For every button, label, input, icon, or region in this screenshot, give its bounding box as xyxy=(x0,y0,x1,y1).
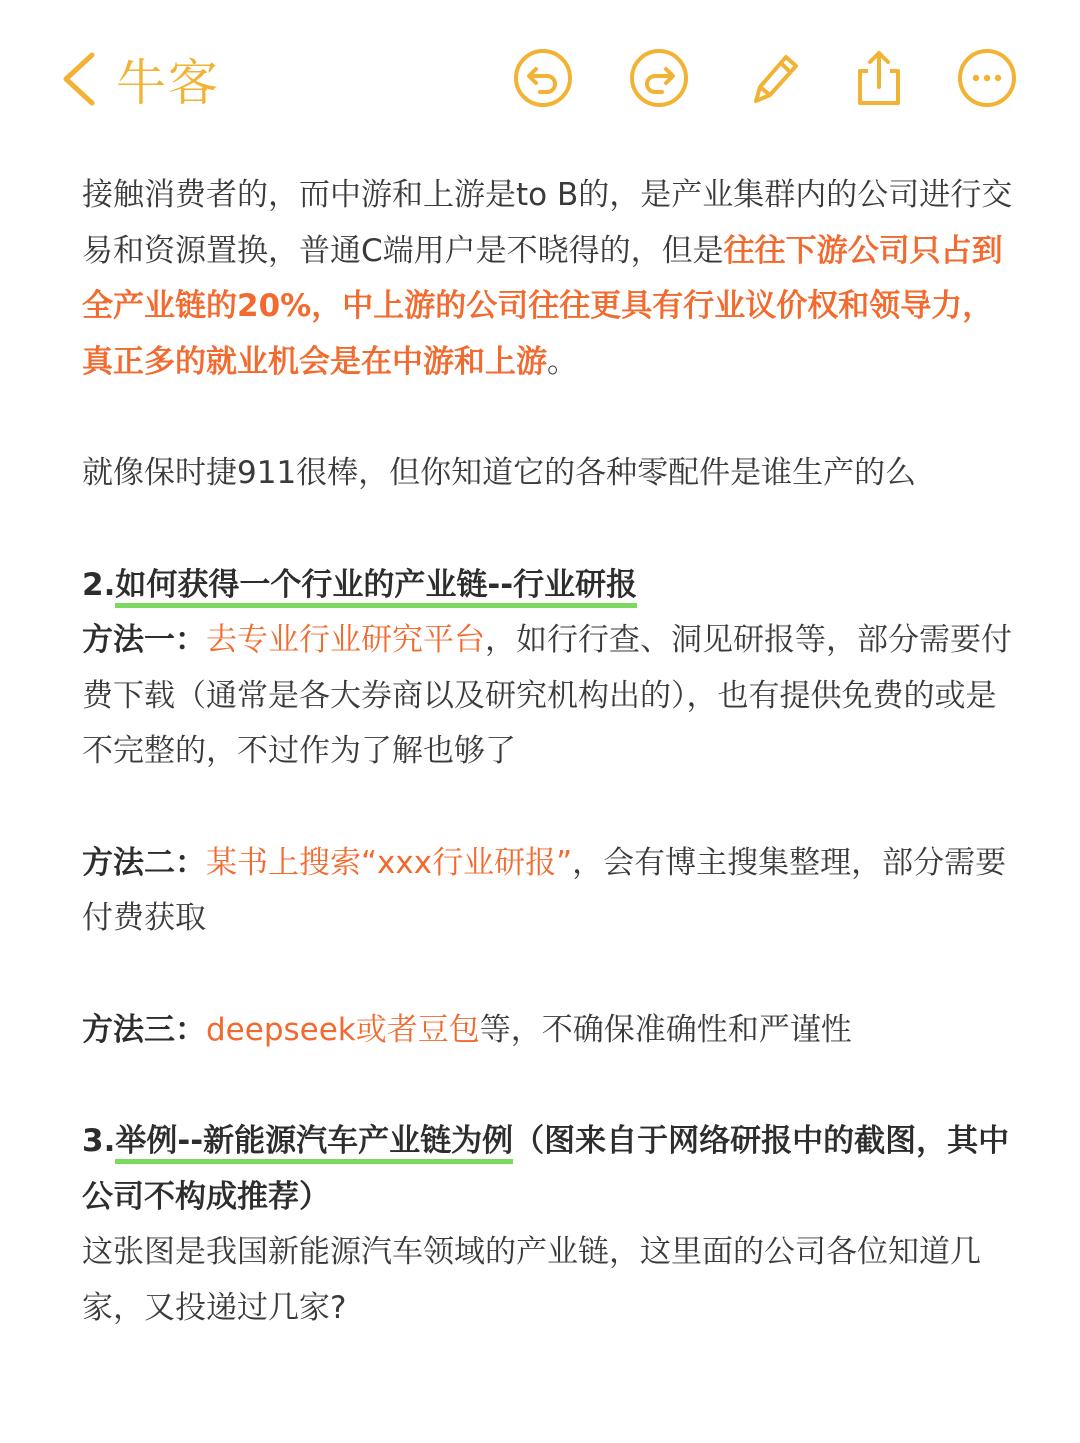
para1-emphasis: 往往下游公司只占到全产业链的20%，中上游的公司往往更具有行业议价权和领导力，真正多的就业机会是在中游和上游 xyxy=(82,232,1003,380)
redo-icon[interactable] xyxy=(628,47,690,109)
para1-text: 接触消费者的，而中游和上游是to B的，是产业集群内的公司进行交易和资源置换，普通C端用户是不晓得的，但是 xyxy=(82,177,1013,269)
method-1-emphasis: 去专业行业研究平台 xyxy=(206,622,485,658)
method-1-label: 方法一： xyxy=(82,622,206,658)
method-2 xyxy=(82,836,1017,947)
section-3-note: （图来自于网络研报中的截图，其中公司不构成推荐） xyxy=(82,1123,1010,1215)
method-2-emphasis: 某书上搜索“xxx行业研报” xyxy=(206,844,573,881)
section-3-title: 举例--新能源汽车产业链为例 xyxy=(115,1123,513,1164)
spacer xyxy=(82,1058,1017,1114)
spacer xyxy=(82,947,1017,1003)
para1-end: 。 xyxy=(547,343,578,380)
chevron-left-icon xyxy=(58,49,98,109)
pencil-icon[interactable] xyxy=(744,47,806,109)
method-3-emphasis: deepseek或者豆包 xyxy=(206,1011,480,1048)
share-icon[interactable] xyxy=(848,47,910,109)
section-2-heading xyxy=(82,558,1017,614)
paragraph-example: 这张图是我国新能源汽车领域的产业链，这里面的公司各位知道几家，又投递过几家? xyxy=(82,1234,981,1326)
section-3-number: 3. xyxy=(82,1123,116,1159)
back-button[interactable] xyxy=(58,44,220,114)
section-2-number: 2. xyxy=(82,566,116,603)
spacer xyxy=(82,390,1017,446)
method-3-text: 等，不确保准确性和严谨性 xyxy=(479,1011,852,1048)
undo-icon[interactable] xyxy=(512,47,574,109)
method-1-text: ，如行行查、洞见研报等，部分需要付费下载（通常是各大券商以及研究机构出的），也有提供免费的或是不完整的，不过作为了解也够了 xyxy=(82,622,1012,769)
back-label: 牛客 xyxy=(116,54,220,112)
paragraph-porsche: 就像保时捷911很棒，但你知道它的各种零配件是谁生产的么 xyxy=(82,455,917,491)
method-3-label: 方法三： xyxy=(82,1011,206,1048)
section-2-title: 如何获得一个行业的产业链--行业研报 xyxy=(115,567,637,608)
method-2-text: ，会有博主搜集整理，部分需要付费获取 xyxy=(82,844,1007,936)
more-icon[interactable] xyxy=(956,47,1018,109)
method-1 xyxy=(82,613,1017,780)
note-body[interactable] xyxy=(82,168,1017,1336)
section-3-heading xyxy=(82,1114,1017,1225)
paragraph-supply-chain xyxy=(82,168,1017,390)
method-3 xyxy=(82,1003,1017,1059)
top-toolbar xyxy=(0,0,1080,150)
spacer xyxy=(82,502,1017,558)
spacer xyxy=(82,780,1017,836)
method-2-label: 方法二： xyxy=(82,844,206,881)
